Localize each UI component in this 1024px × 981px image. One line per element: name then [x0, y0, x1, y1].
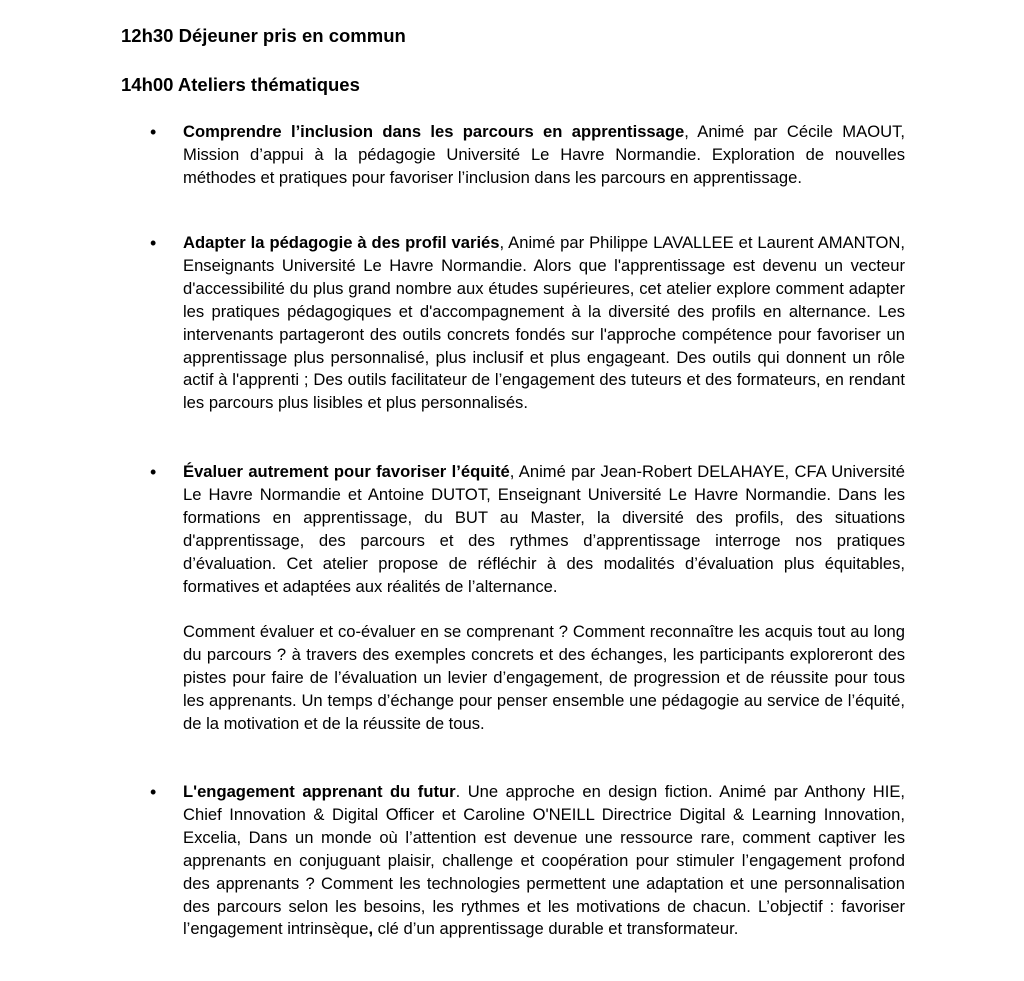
- schedule-workshops-heading: 14h00 Ateliers thématiques: [121, 74, 360, 95]
- workshop-title: Adapter la pédagogie à des profil variés: [183, 233, 500, 252]
- workshop-description: , Animé par Jean-Robert DELAHAYE, CFA Université Le Havre Normandie et Antoine DUTOT, Enseignant Université Le Havre Normandie. Dans les formations en apprentissage, du BUT au Master, la diversité des profils, des situations d'apprentissage, des parcours et des rythmes d’apprentissage interroge nos pratiques d’évaluation. Cet atelier propose de réfléchir à des modalités d’évaluation plus équitables, formatives et adaptées aux réalités de l’alternance.: [183, 462, 905, 596]
- workshop-item-evaluation: [183, 461, 905, 736]
- bullet-icon: •: [150, 782, 157, 802]
- workshop-description: . Une approche en design fiction. Animé par Anthony HIE, Chief Innovation & Digital Officer et Caroline O'NEILL Directrice Digital & Learning Innovation, Excelia, Dans un monde où l’attention est devenue une ressource rare, comment captiver les apprenants en conjuguant plaisir, challenge et coopération pour stimuler l’engagement profond des apprenants ? Comment les technologies permettent une adaptation et une personnalisation des parcours selon les besoins, les rythmes et les motivations de chacun. L’objectif : favoriser l’engagement intrinsèque: [183, 782, 905, 939]
- bullet-icon: •: [150, 462, 157, 482]
- workshop-item-inclusion: [183, 121, 905, 190]
- workshop-description: , Animé par Philippe LAVALLEE et Laurent AMANTON, Enseignants Université Le Havre Normandie. Alors que l'apprentissage est devenu un vecteur d'accessibilité du plus grand nombre aux études supérieures, cet atelier explore comment adapter les pratiques pédagogiques et d'accompagnement à la diversité des profils en alternance. Les intervenants partageront des outils concrets fondés sur l'approche compétence pour favoriser un apprentissage plus personnalisé, plus inclusif et plus engageant. Des outils qui donnent un rôle actif à l'apprenti ; Des outils facilitateur de l’engagement des tuteurs et des formateurs, en rendant les parcours plus lisibles et plus personnalisés.: [183, 233, 905, 413]
- workshop-paragraph: [183, 461, 905, 598]
- workshop-paragraph: [183, 781, 905, 941]
- workshop-title: Évaluer autrement pour favoriser l’équité: [183, 462, 510, 481]
- workshop-item-pedagogy: [183, 232, 905, 415]
- workshop-title: Comprendre l’inclusion dans les parcours en apprentissage: [183, 122, 685, 141]
- bullet-icon: •: [150, 233, 157, 253]
- workshop-item-future-engagement: [183, 781, 905, 941]
- schedule-lunch-heading: 12h30 Déjeuner pris en commun: [121, 25, 406, 46]
- workshop-description: , Animé par Cécile MAOUT, Mission d’appui à la pédagogie Université Le Havre Normandie. Exploration de nouvelles méthodes et pratiques pour favoriser l’inclusion dans les parcours en apprentissage.: [183, 122, 905, 187]
- workshop-paragraph: [183, 232, 905, 415]
- workshop-paragraph: [183, 121, 905, 190]
- workshop-description-comma: ,: [368, 919, 374, 939]
- workshop-description-end: clé d’un apprentissage durable et transformateur.: [373, 919, 739, 939]
- workshop-paragraph-2: Comment évaluer et co-évaluer en se comprenant ? Comment reconnaître les acquis tout au long du parcours ? à travers des exemples concrets et des échanges, les participants exploreront des pistes pour faire de l’évaluation un levier d’engagement, de progression et de réussite pour tous les apprenants. Un temps d’échange pour penser ensemble une pédagogie au service de l’équité, de la motivation et de la réussite de tous.: [183, 622, 905, 733]
- bullet-icon: •: [150, 122, 157, 142]
- paragraph-spacer: [183, 598, 905, 621]
- workshop-title: L'engagement apprenant du futur: [183, 782, 456, 801]
